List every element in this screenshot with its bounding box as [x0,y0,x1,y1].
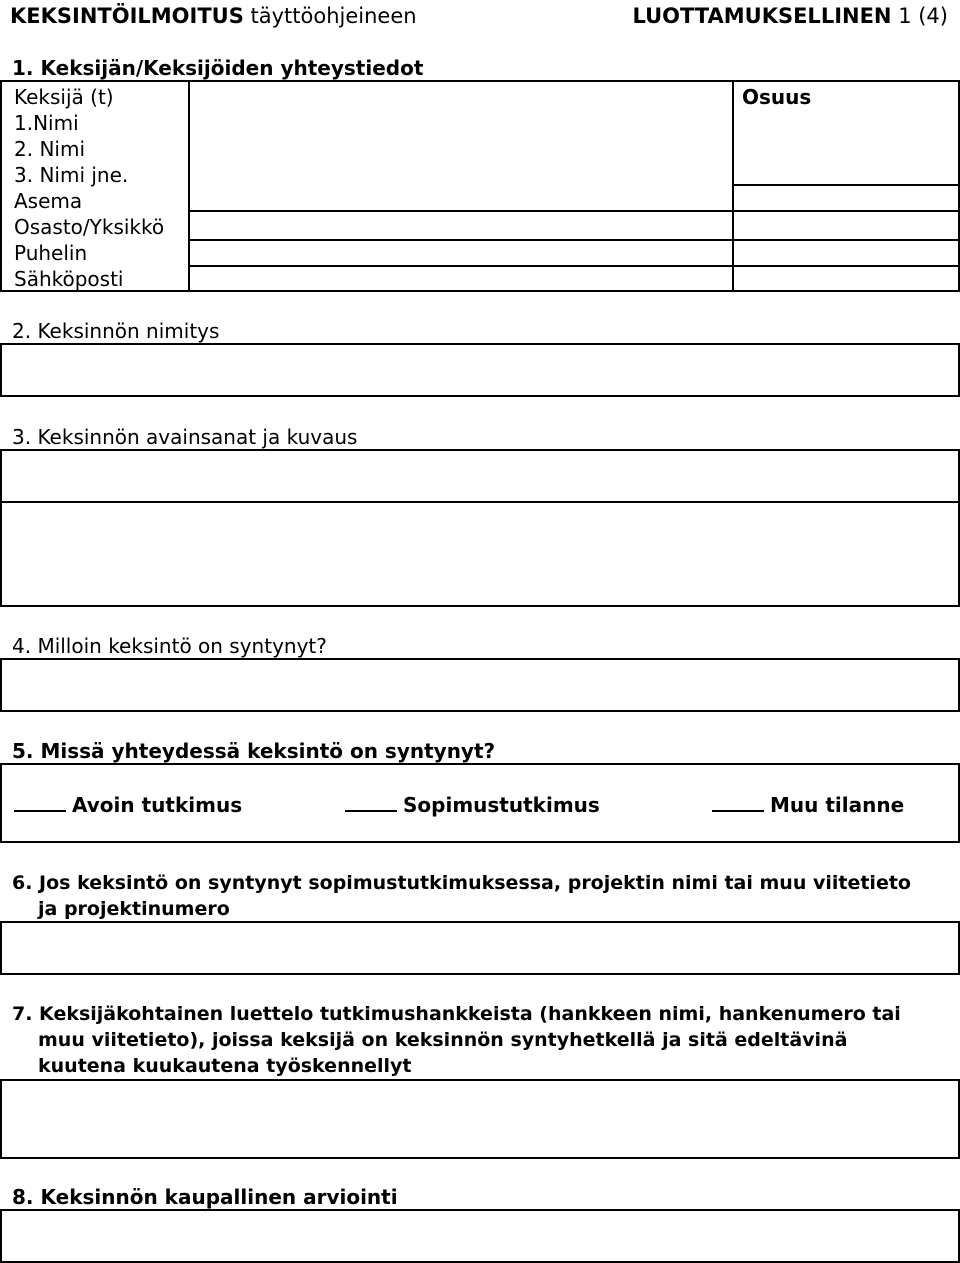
option-contract-research[interactable] [345,792,600,818]
section7-heading-line3: kuutena kuukautena työskennellyt [38,1055,412,1077]
section3-heading: 3. Keksinnön avainsanat ja kuvaus [12,425,358,449]
description-field[interactable] [0,501,960,607]
context-options-box [0,763,960,843]
option-label: Avoin tutkimus [72,793,243,817]
confidential-label [632,3,948,29]
section8-heading: 8. Keksinnön kaupallinen arviointi [12,1185,398,1209]
row-label-name2: 2. Nimi [14,137,85,161]
page-number: 1 (4) [898,4,948,28]
invention-date-field[interactable] [0,658,960,712]
table-row-line [732,184,960,186]
section7-heading-line1: 7. Keksijäkohtainen luettelo tutkimushankkeista (hankkeen nimi, hankenumero tai [12,1003,901,1025]
title-bold: KEKSINTÖILMOITUS [10,4,244,28]
section7-heading [12,1001,901,1079]
share-column-header: Osuus [742,85,812,109]
checkbox-blank[interactable] [345,792,397,812]
commercial-assessment-field[interactable] [0,1209,960,1263]
section6-heading-line2: ja projektinumero [38,898,230,920]
section4-heading: 4. Milloin keksintö on syntynyt? [12,634,327,658]
section6-heading [12,870,911,922]
title-subtitle: täyttöohjeineen [250,4,417,28]
section5-heading: 5. Missä yhteydessä keksintö on syntynyt? [12,739,496,763]
section1-heading: 1. Keksijän/Keksijöiden yhteystiedot [12,56,424,80]
option-open-research[interactable] [14,792,242,818]
option-label: Muu tilanne [770,793,905,817]
project-reference-field[interactable] [0,921,960,975]
option-label: Sopimustutkimus [403,793,600,817]
confidential-text: LUOTTAMUKSELLINEN [632,4,892,28]
inventor-column-header: Keksijä (t) [14,85,114,109]
row-label-position: Asema [14,189,83,213]
row-label-department: Osasto/Yksikkö [14,215,165,239]
row-label-name3: 3. Nimi jne. [14,163,129,187]
share-field[interactable] [734,112,960,184]
section2-heading: 2. Keksinnön nimitys [12,319,220,343]
option-other[interactable] [712,792,904,818]
row-label-email: Sähköposti [14,267,124,291]
document-title [10,3,417,29]
row-label-name1: 1.Nimi [14,111,79,135]
checkbox-blank[interactable] [712,792,764,812]
inventor-table [0,80,960,292]
inventor-names-field[interactable] [190,82,732,292]
keywords-field[interactable] [0,449,960,503]
checkbox-blank[interactable] [14,792,66,812]
row-label-phone: Puhelin [14,241,88,265]
section7-heading-line2: muu viitetieto), joissa keksijä on keksinnön syntyhetkellä ja sitä edeltävinä [38,1029,848,1051]
research-projects-field[interactable] [0,1079,960,1159]
section6-heading-line1: 6. Jos keksintö on syntynyt sopimustutkimuksessa, projektin nimi tai muu viitetieto [12,872,911,894]
invention-name-field[interactable] [0,343,960,397]
